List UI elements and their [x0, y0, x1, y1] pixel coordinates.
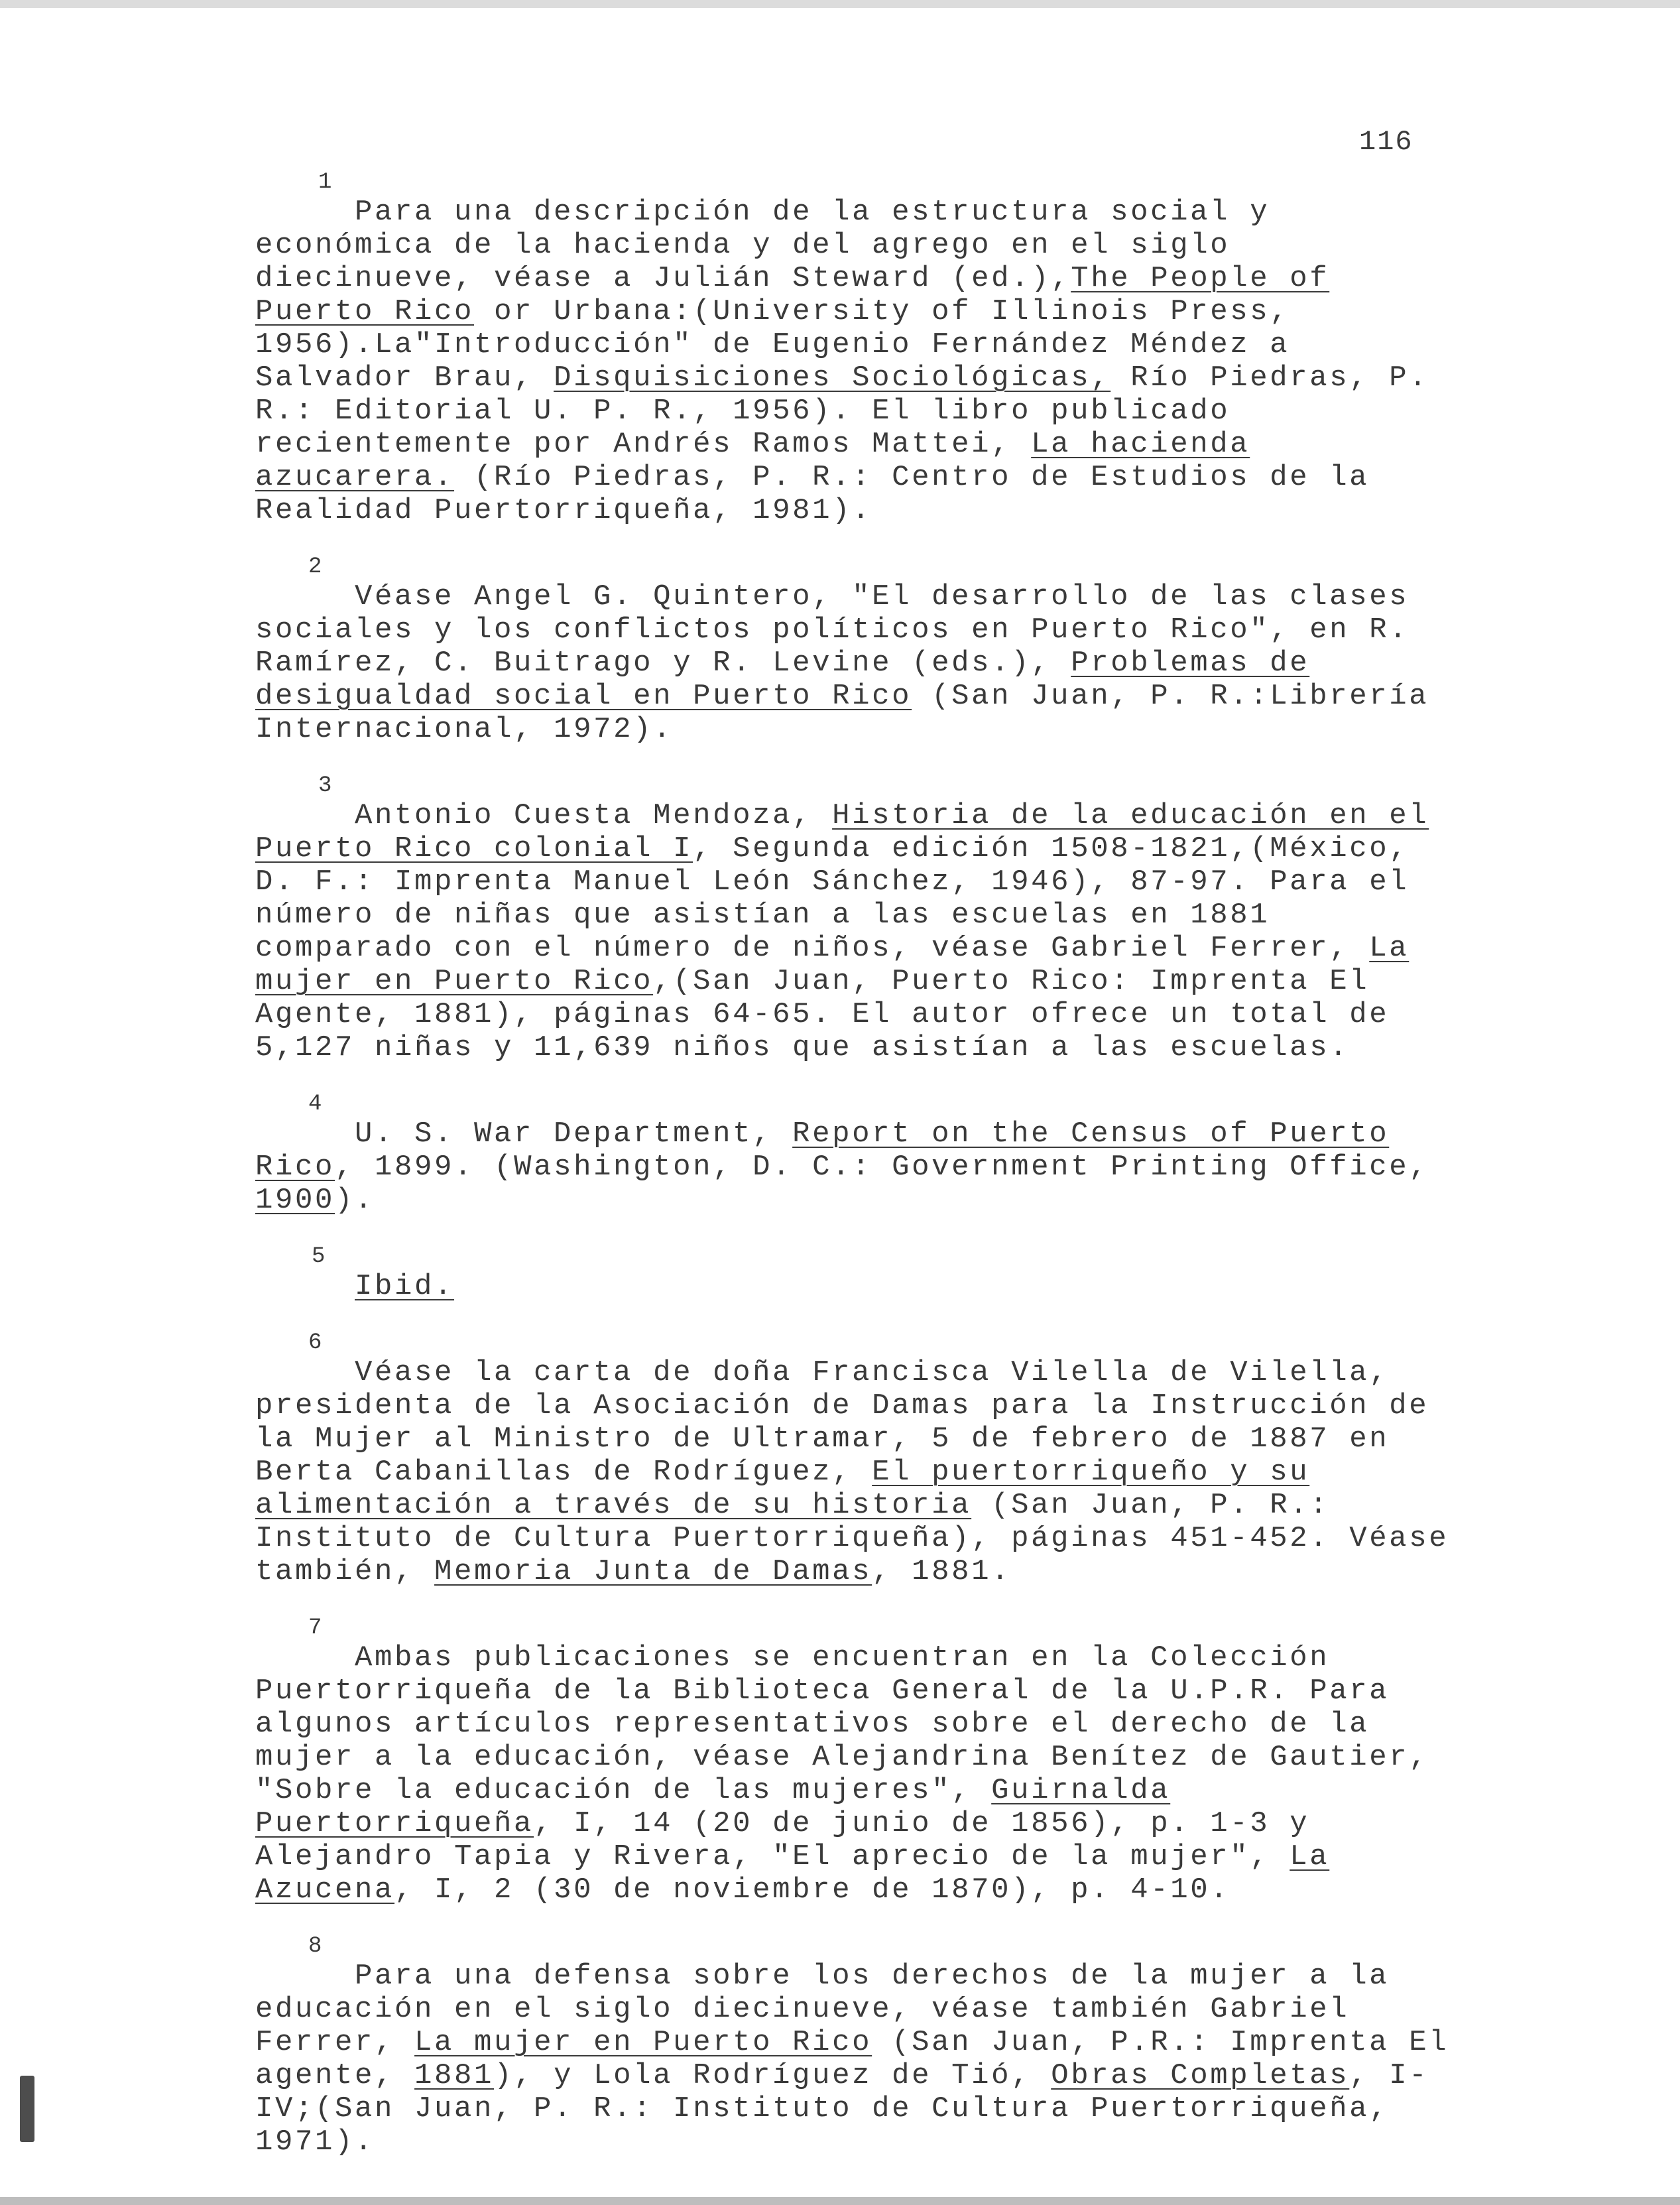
- text-segment: Para una defensa sobre los derechos de la mujer a la educación en el siglo diecinueve, véase también Gabriel Ferrer,: [255, 1960, 1390, 2059]
- footnote-marker: 2: [308, 554, 322, 580]
- page-number: 116: [1359, 126, 1413, 158]
- text-segment: , I, 2 (30 de noviembre de 1870), p. 4-10.: [394, 1873, 1230, 1907]
- footnote-text: [255, 1960, 1462, 2159]
- text-segment: U. S. War Department,: [355, 1117, 793, 1151]
- book-title: Memoria Junta de Damas: [434, 1555, 872, 1588]
- text-segment: , Segunda edición 1508-1821,(México, D. F.: Imprenta Manuel León Sánchez, 1946), 87-97. Para el número de niñas que asistían a las escuelas en 1881 comparado con el número de niños, véase Gabriel Ferrer,: [255, 832, 1410, 965]
- footnote-text: [255, 799, 1462, 1064]
- book-title: La hacienda azucarera.: [255, 428, 1250, 494]
- footnote-marker: 4: [308, 1092, 322, 1117]
- text-segment: Para una descripción de la estructura social y económica de la hacienda y del agrego en el siglo diecinueve, véase a Julián Steward (ed.),: [255, 196, 1270, 295]
- footnote-marker: 6: [308, 1330, 322, 1355]
- book-title: Obras Completas: [1051, 2059, 1350, 2092]
- text-segment: or Urbana:(University of Illinois Press, 1956).La"Introducción" de Eugenio Fernández Méndez a Salvador Brau,: [255, 295, 1290, 395]
- book-title: Report on the Census of Puerto Rico: [255, 1117, 1390, 1184]
- footnote-4: [255, 1091, 1462, 1217]
- footnote-marker: 3: [318, 773, 332, 798]
- book-title: Historia de la educación en el Puerto Rico colonial I: [255, 799, 1429, 865]
- footnote-marker: 1: [318, 170, 332, 195]
- underlined-year: 1900: [255, 1184, 335, 1217]
- book-title: La mujer en Puerto Rico: [414, 2026, 872, 2059]
- text-segment: (San Juan, P.R.: Imprenta El agente,: [255, 2026, 1449, 2092]
- text-segment: , 1881.: [872, 1555, 1012, 1588]
- footnote-text: [255, 196, 1462, 527]
- journal-title: La Azucena: [255, 1840, 1330, 1907]
- text-segment: , I-IV;(San Juan, P. R.: Instituto de Cultura Puertorriqueña, 1971).: [255, 2059, 1429, 2159]
- footnote-2: [255, 554, 1462, 746]
- book-title: Disquisiciones Sociológicas,: [554, 361, 1111, 395]
- book-title: El puertorriqueño y su alimentación a través de su historia: [255, 1456, 1310, 1522]
- footnote-text: [255, 580, 1462, 746]
- text-segment: , 1899. (Washington, D. C.: Government Printing Office,: [335, 1151, 1429, 1184]
- text-segment: Río Piedras, P. R.: Editorial U. P. R., 1956). El libro publicado recientemente por Andrés Ramos Mattei,: [255, 361, 1429, 461]
- text-segment: (Río Piedras, P. R.: Centro de Estudios de la Realidad Puertorriqueña, 1981).: [255, 461, 1370, 527]
- binder-clip-mark: [20, 2076, 34, 2142]
- footnote-6: [255, 1330, 1462, 1588]
- text-segment: Ambas publicaciones se encuentran en la Colección Puertorriqueña de la Biblioteca General de la U.P.R. Para algunos artículos representativos sobre el derecho de la mujer a la educación, véase Alejandrina Benítez de Gautier, "Sobre la educación de las mujeres",: [255, 1641, 1429, 1807]
- underlined-year: 1881: [414, 2059, 495, 2092]
- journal-title: Guirnalda Puertorriqueña: [255, 1774, 1171, 1840]
- footnote-text: [255, 1117, 1462, 1217]
- text-segment: ), y Lola Rodríguez de Tió,: [494, 2059, 1051, 2092]
- footnote-7: [255, 1615, 1462, 1907]
- footnote-marker: 5: [312, 1244, 326, 1269]
- text-segment: Antonio Cuesta Mendoza,: [355, 799, 833, 832]
- footnote-text: [255, 1270, 1462, 1303]
- book-title: La mujer en Puerto Rico: [255, 932, 1410, 998]
- text-segment: Véase Angel G. Quintero, "El desarrollo de las clases sociales y los conflictos políticos en Puerto Rico", en R. Ramírez, C. Buitrago y R. Levine (eds.),: [255, 580, 1410, 680]
- text-segment: (San Juan, P. R.: Instituto de Cultura Puertorriqueña), páginas 451-452. Véase también,: [255, 1489, 1449, 1588]
- book-title: The People of Puerto Rico: [255, 262, 1330, 328]
- footnote-marker: 7: [308, 1615, 322, 1641]
- footnote-1: [255, 169, 1462, 527]
- footnote-text: [255, 1641, 1462, 1907]
- text-segment: ).: [335, 1184, 375, 1217]
- scan-bottom-edge: [0, 2197, 1680, 2205]
- text-segment: , I, 14 (20 de junio de 1856), p. 1-3 y Alejandro Tapia y Rivera, "El aprecio de la mujer",: [255, 1807, 1310, 1873]
- footnote-text: [255, 1356, 1462, 1588]
- scan-top-edge: [0, 0, 1680, 8]
- ibid-reference: Ibid.: [355, 1270, 455, 1303]
- footnote-5: [255, 1243, 1462, 1303]
- text-segment: ,(San Juan, Puerto Rico: Imprenta El Agente, 1881), páginas 64-65. El autor ofrece un total de 5,127 niñas y 11,639 niños que asistían a las escuelas.: [255, 965, 1390, 1064]
- text-segment: Véase la carta de doña Francisca Vilella de Vilella, presidenta de la Asociación de Damas para la Instrucción de la Mujer al Ministro de Ultramar, 5 de febrero de 1887 en Berta Cabanillas de Rodríguez,: [255, 1356, 1429, 1489]
- text-segment: (San Juan, P. R.:Librería Internacional, 1972).: [255, 680, 1429, 746]
- footnote-3: [255, 773, 1462, 1064]
- footnote-8: [255, 1933, 1462, 2159]
- footnote-marker: 8: [308, 1934, 322, 1959]
- book-title: Problemas de desigualdad social en Puerto Rico: [255, 647, 1310, 713]
- footnotes: [255, 169, 1462, 2185]
